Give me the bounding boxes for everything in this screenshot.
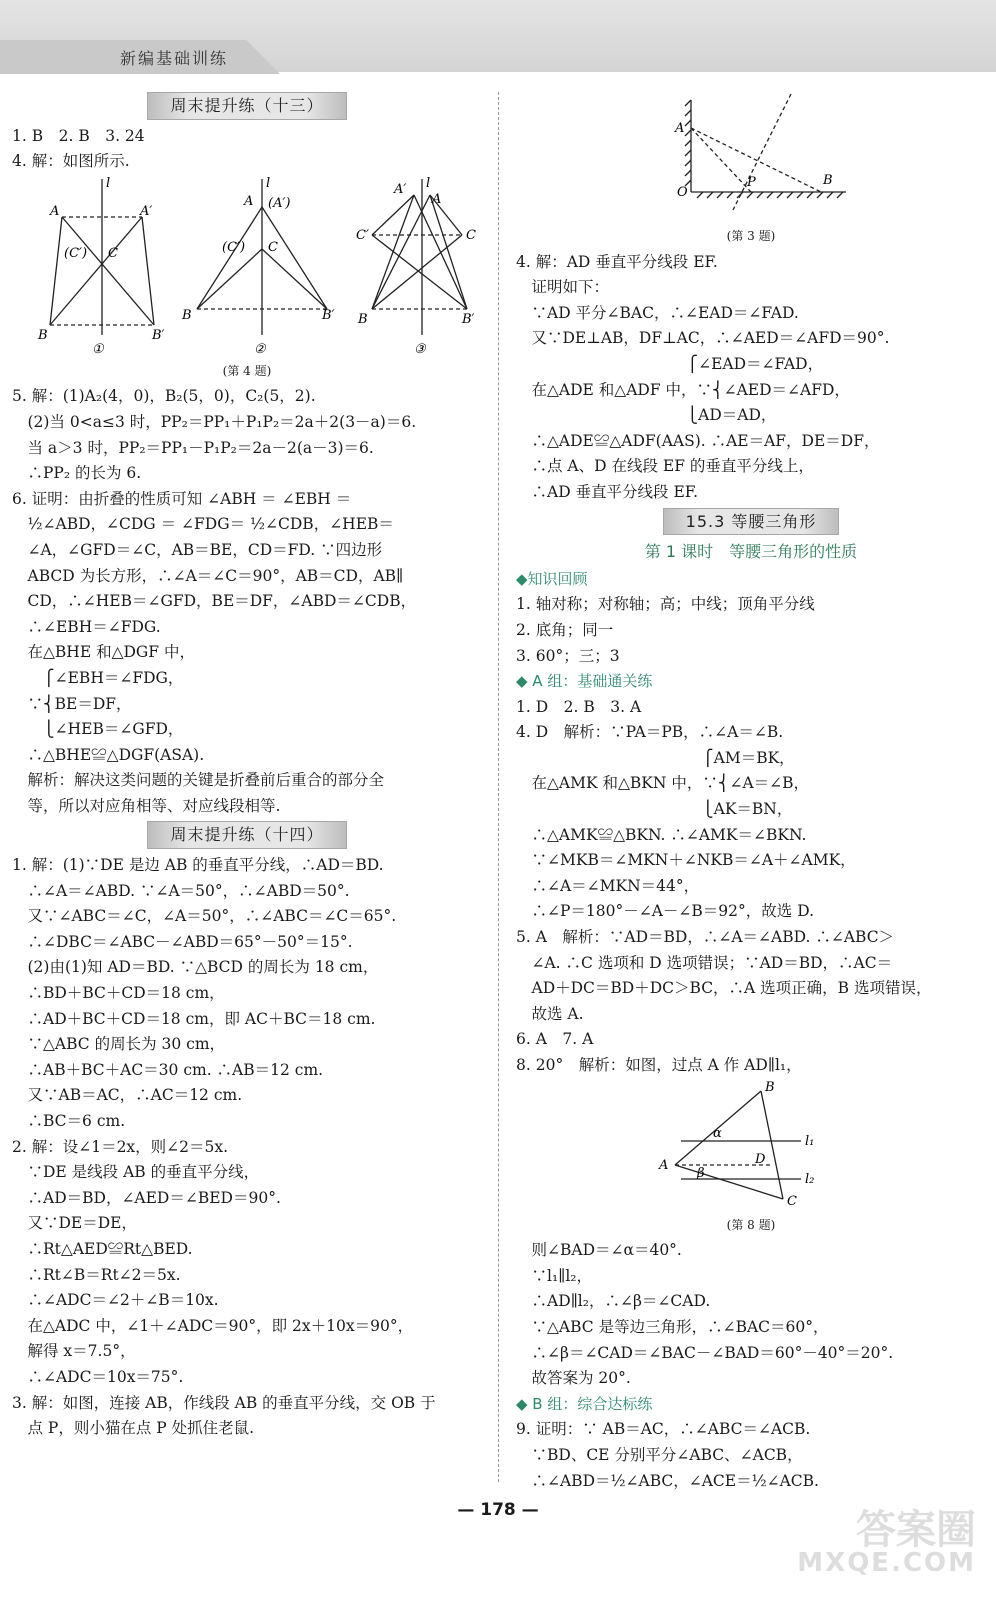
text-line: ⎩AK＝BN，	[516, 800, 793, 819]
text-line: 4. 解：如图所示.	[12, 152, 130, 171]
text-line: 证明如下：	[516, 278, 610, 297]
text-line: ∴△ADE≌△ADF(AAS). ∴AE＝AF，DE＝DF，	[516, 431, 880, 450]
text-line: 4. D 解析：∵PA＝PB，∴∠A＝∠B.	[516, 723, 784, 742]
text-line: ∴∠A＝∠MKN＝44°，	[516, 876, 700, 895]
text-line: ∴∠ABD＝½∠ABC，∠ACE＝½∠ACB.	[516, 1471, 819, 1490]
text-line: ∵△ABC 是等边三角形，∴∠BAC＝60°，	[516, 1317, 829, 1336]
text-line: ∴Rt△AED≌Rt△BED.	[12, 1239, 193, 1258]
text-line: 4. 解：AD 垂直平分线段 EF.	[516, 252, 718, 271]
text-line: 点 P，则小猫在点 P 处抓住老鼠.	[12, 1419, 255, 1438]
figure-label: (C′)	[222, 239, 246, 255]
wall-hatch	[685, 140, 691, 146]
text-line: 1. 轴对称；对称轴；高；中线；顶角平分线	[516, 595, 815, 614]
figure-4-label-1: ①	[92, 341, 104, 357]
figure-label: β	[697, 1165, 705, 1181]
text-line: ∴点 A、D 在线段 EF 的垂直平分线上，	[516, 457, 814, 476]
figure-label: B	[38, 327, 48, 343]
subsection-heading: ◆ B 组：综合达标练	[516, 1394, 653, 1413]
text-line: 2. 底角；同一	[516, 620, 614, 639]
figure-line	[62, 217, 154, 325]
text-line: ∴BD＋BC＋CD＝18 cm，	[12, 984, 225, 1003]
section-banner-title: 周末提升练（十三）	[147, 92, 346, 120]
figure-4-drawing	[22, 175, 476, 357]
text-line: ∵AD 平分∠BAC，∴∠EAD＝∠FAD.	[516, 303, 799, 322]
segment-ab	[691, 128, 821, 192]
figure-8-caption: (第 8 题)	[726, 1217, 776, 1232]
text-line: ∴AB＋BC＋AC＝30 cm. ∴AB＝12 cm.	[12, 1060, 324, 1079]
figure-label: l	[106, 175, 111, 191]
figure-label: O	[677, 185, 688, 200]
figure-label: (A′)	[268, 195, 291, 211]
figure-label: B	[823, 173, 833, 188]
section-banner	[12, 821, 482, 849]
text-line: ∵∠MKB＝∠MKN＋∠NKB＝∠A＋∠AMK，	[516, 851, 856, 870]
ground-hatch	[757, 192, 763, 198]
ground-hatch	[797, 192, 803, 198]
section-banner	[12, 92, 482, 120]
figure-label: α	[713, 1125, 722, 1141]
segment-ap	[691, 128, 751, 192]
text-line: 在△ADE 和△ADF 中，∵⎨∠AED＝∠AFD，	[516, 380, 850, 399]
figure-8	[516, 1081, 986, 1239]
text-line: 又∵∠ABC＝∠C，∠A＝50°，∴∠ABC＝∠C＝65°.	[12, 907, 397, 926]
text-line: 1. D 2. B 3. A	[516, 697, 642, 716]
text-line: ∴PP₂ 的长为 6.	[12, 464, 142, 483]
figure-line	[50, 217, 142, 325]
figure-label: l	[426, 175, 431, 191]
ground-hatch	[767, 192, 773, 198]
text-line: ∵l₁∥l₂，	[516, 1266, 593, 1285]
figure-label: C	[108, 245, 118, 261]
text-line: 故答案为 20°.	[516, 1369, 631, 1388]
text-line: ∴∠β＝∠CAD＝∠BAC－∠BAD＝60°－40°＝20°.	[516, 1343, 894, 1362]
text-line: 则∠BAD＝∠α＝40°.	[516, 1241, 682, 1260]
figure-label: B′	[322, 307, 335, 323]
wall-hatch	[685, 150, 691, 156]
figure-label: C′	[356, 227, 369, 243]
text-line: ∠A，∠GFD＝∠C，AB＝BE，CD＝FD. ∵四边形	[12, 540, 383, 559]
column-divider	[498, 92, 499, 1482]
section-banner-title: 周末提升练（十四）	[147, 821, 346, 849]
text-line: 又∵DE＝DE，	[12, 1214, 137, 1233]
page-header	[0, 0, 996, 72]
watermark-url: MXQE.COM	[797, 1548, 976, 1578]
text-line: ∴∠ADC＝∠2＋∠B＝10x.	[12, 1291, 219, 1310]
figure-label: B′	[152, 327, 165, 343]
text-line: 在△AMK 和△BKN 中，∵⎨∠A＝∠B，	[516, 774, 810, 793]
figure-line	[372, 195, 414, 235]
wall-hatch	[685, 100, 691, 106]
figure-label: B	[358, 311, 368, 327]
text-line: 3. 60°；三；3	[516, 646, 620, 665]
figure-label: A′	[394, 181, 407, 197]
text-line: ∴△BHE≌△DGF(ASA).	[12, 745, 205, 764]
text-line: CD，∴∠HEB＝∠GFD，BE＝DF，∠ABD＝∠CDB，	[12, 592, 417, 611]
wall-hatch	[685, 170, 691, 176]
text-line: 3. 解：如图，连接 AB，作线段 AB 的垂直平分线，交 OB 于	[12, 1393, 436, 1412]
text-line: ∴AD 垂直平分线段 EF.	[516, 482, 699, 501]
text-line: ∴∠P＝180°－∠A－∠B＝92°，故选 D.	[516, 902, 815, 921]
text-line: 当 a＞3 时，PP₂＝PP₁－P₁P₂＝2a－2(a－3)＝6.	[12, 438, 374, 457]
figure-line	[372, 195, 430, 309]
ground-hatch	[817, 192, 823, 198]
text-line: 在△BHE 和△DGF 中，	[12, 643, 195, 662]
text-line: ⎧∠EBH＝∠FDG，	[12, 668, 184, 687]
text-line: ∴∠DBC＝∠ABC－∠ABD＝65°－50°＝15°.	[12, 932, 353, 951]
figure-3-drawing	[641, 92, 861, 222]
figure-label: A	[432, 191, 442, 207]
ground-hatch	[697, 192, 703, 198]
subsection-heading: ◆ A 组：基础通关练	[516, 672, 653, 691]
wall-hatch	[685, 120, 691, 126]
wall-hatch	[685, 160, 691, 166]
text-line: (2)由(1)知 AD＝BD. ∵△BCD 的周长为 18 cm，	[12, 958, 379, 977]
text-line: ∴BC＝6 cm.	[12, 1112, 126, 1130]
figure-line	[675, 1165, 783, 1199]
text-line: ½∠ABD，∠CDG ＝ ∠FDG＝ ½∠CDB，∠HEB＝	[12, 515, 394, 534]
figure-line	[761, 1091, 783, 1199]
figure-3	[516, 92, 986, 250]
section-banner-title: 15.3 等腰三角形	[663, 508, 840, 536]
figure-label: l₂	[805, 1171, 815, 1187]
ground-hatch	[747, 192, 753, 198]
figure-label: D	[755, 1151, 766, 1167]
figure-4-label-3: ③	[414, 341, 426, 357]
ground-hatch	[827, 192, 833, 198]
text-line: ∴AD＝BD，∠AED＝∠BED＝90°.	[12, 1188, 281, 1207]
ground-hatch	[727, 192, 733, 198]
text-line: 6. 证明：由折叠的性质可知 ∠ABH ＝ ∠EBH ＝	[12, 489, 352, 508]
text-line: ∠A. ∴C 选项和 D 选项错误；∵AD＝BD，∴AC＝	[516, 953, 893, 972]
figure-label: A′	[140, 203, 153, 219]
text-line: 1. 解：(1)∵DE 是边 AB 的垂直平分线，∴AD＝BD.	[12, 856, 384, 875]
book-title: 新编基础训练	[120, 49, 229, 68]
figure-label: A	[50, 203, 60, 219]
wall-hatch	[685, 130, 691, 136]
text-line: 在△ADC 中，∠1＋∠ADC＝90°，即 2x＋10x＝90°，	[12, 1316, 414, 1335]
figure-label: l₁	[805, 1133, 815, 1149]
text-line: ⎧∠EAD＝∠FAD，	[516, 354, 824, 373]
figure-label: (C′)	[64, 245, 88, 261]
text-line: ∵⎨BE＝DF，	[12, 694, 132, 713]
figure-label: A	[244, 193, 254, 209]
figure-label: A	[659, 1157, 669, 1173]
figure-label: C	[787, 1193, 797, 1209]
figure-label: B	[765, 1079, 775, 1095]
text-line: 等，所以对应角相等、对应线段相等.	[12, 796, 281, 815]
text-line: 6. A 7. A	[516, 1030, 594, 1049]
text-line: AD＋DC＝BD＋DC＞BC，∴A 选项正确，B 选项错误，	[516, 979, 932, 998]
text-line: 5. 解：(1)A₂(4，0)，B₂(5，0)，C₂(5，2).	[12, 387, 316, 406]
lesson-subtitle: 第 1 课时 等腰三角形的性质	[644, 542, 858, 562]
ground-hatch	[837, 192, 843, 198]
figure-line	[430, 195, 467, 309]
ground-hatch	[707, 192, 713, 198]
figure-label: C	[268, 239, 278, 255]
figure-4	[12, 177, 482, 385]
text-line: ∴∠ADC＝10x＝75°.	[12, 1367, 184, 1386]
ground-hatch	[777, 192, 783, 198]
ground-hatch	[717, 192, 723, 198]
page-number: — 178 —	[457, 1500, 539, 1520]
text-line: (2)当 0<a≤3 时，PP₂＝PP₁＋P₁P₂＝2a＋2(3－a)＝6.	[12, 412, 417, 431]
wall-hatch	[685, 110, 691, 116]
text-line: 9. 证明：∵ AB＝AC，∴∠ABC＝∠ACB.	[516, 1420, 811, 1439]
ground-hatch	[787, 192, 793, 198]
text-line: 解析：解决这类问题的关键是折叠前后重合的部分全	[12, 771, 385, 790]
left-column	[12, 90, 482, 1442]
figure-line	[50, 217, 62, 325]
text-line: 故选 A.	[516, 1004, 584, 1023]
figure-label: l	[266, 175, 271, 191]
figure-label: P	[747, 175, 756, 190]
text-line: ⎩∠HEB＝∠GFD，	[12, 720, 184, 739]
text-line: ∴AD＋BC＋CD＝18 cm，即 AC＋BC＝18 cm.	[12, 1009, 376, 1028]
text-line: ∴∠A＝∠ABD. ∵∠A＝50°，∴∠ABD＝50°.	[12, 881, 350, 900]
text-line: 解得 x＝7.5°，	[12, 1342, 136, 1361]
right-column	[516, 90, 986, 1494]
text-line: ∵DE 是线段 AB 的垂直平分线，	[12, 1163, 260, 1182]
figure-4-caption: (第 4 题)	[222, 363, 272, 378]
text-line: ABCD 为长方形，∴∠A＝∠C＝90°，AB＝CD，AB∥	[12, 566, 404, 585]
subsection-heading: ◆知识回顾	[516, 569, 588, 588]
ground-hatch	[807, 192, 813, 198]
text-line: ∴∠EBH＝∠FDG.	[12, 617, 161, 636]
figure-8-drawing	[651, 1081, 851, 1211]
figure-label: B	[182, 307, 192, 323]
text-line: ⎧AM＝BK，	[516, 748, 795, 767]
figure-label: C	[466, 227, 476, 243]
text-line: 2. 解：设∠1＝2x，则∠2＝5x.	[12, 1137, 229, 1156]
text-line: ∴△AMK≌△BKN. ∴∠AMK＝∠BKN.	[516, 825, 807, 844]
text-line: ∴Rt∠B＝Rt∠2＝5x.	[12, 1265, 181, 1284]
figure-4-label-2: ②	[254, 341, 266, 357]
figure-label: B′	[462, 311, 475, 327]
text-line: ∵△ABC 的周长为 30 cm，	[12, 1035, 226, 1054]
text-line: ⎩AD＝AD，	[516, 406, 777, 425]
text-line: ∵BD、CE 分别平分∠ABC、∠ACB，	[516, 1445, 803, 1464]
text-line: 又∵DE⊥AB，DF⊥AC，∴∠AED＝∠AFD＝90°.	[516, 329, 890, 348]
text-line: 1. B 2. B 3. 24	[12, 126, 145, 145]
watermark-logo: 答案圈	[856, 1507, 976, 1553]
figure-3-caption: (第 3 题)	[726, 229, 776, 243]
text-line: 8. 20° 解析：如图，过点 A 作 AD∥l₁，	[516, 1056, 802, 1074]
text-line: 又∵AB＝AC，∴AC＝12 cm.	[12, 1086, 243, 1105]
figure-label: A	[675, 121, 685, 136]
figure-line	[142, 217, 154, 325]
section-banner	[516, 508, 986, 536]
text-line: 5. A 解析：∵AD＝BD，∴∠A＝∠ABD. ∴∠ABC＞	[516, 928, 895, 947]
text-line: ∴AD∥l₂，∴∠β＝∠CAD.	[516, 1292, 711, 1311]
